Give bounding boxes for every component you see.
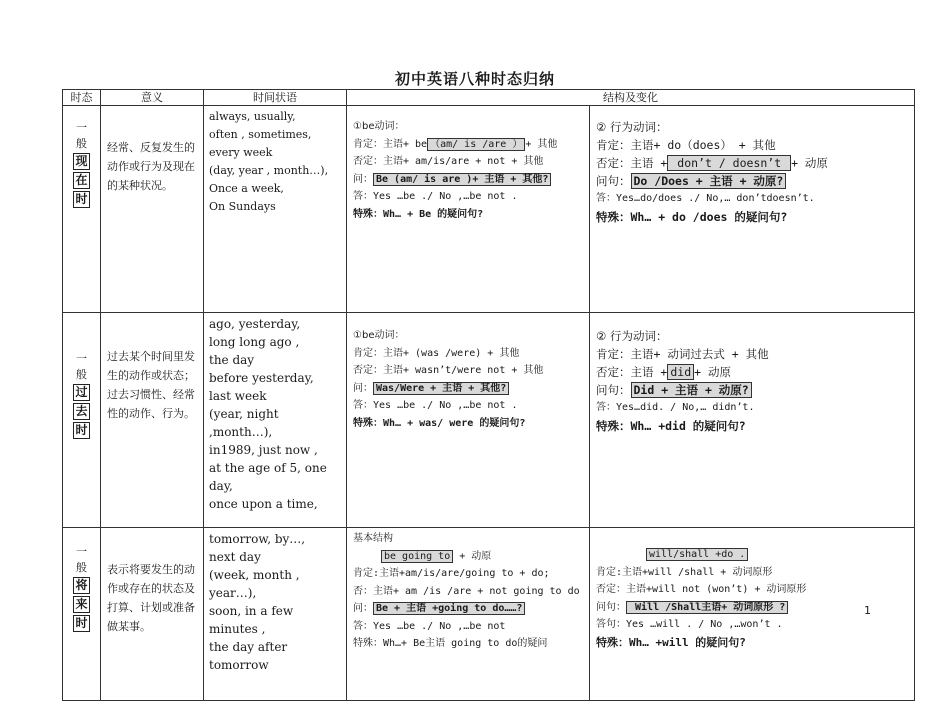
structure-line: 特殊：Wh…+ Be主语 going to do的疑问 <box>353 638 548 649</box>
time-line: always, usually, <box>209 110 296 123</box>
meaning-cell: 表示将要发生的动作或存在的状态及打算、计划或准备做某事。 <box>101 528 204 701</box>
highlight: Was/Were + 主语 + 其他? <box>373 382 509 395</box>
header-tense: 时态 <box>63 90 101 106</box>
time-line: once upon a time, <box>209 497 318 511</box>
time-line: (year, night ,month…), <box>209 407 279 439</box>
page-number: 1 <box>864 604 871 617</box>
structure-line <box>596 546 912 564</box>
structure-line <box>353 380 587 398</box>
structure-heading: 基本结构 <box>353 533 393 544</box>
time-line: long long ago , <box>209 335 300 349</box>
structure-line <box>353 548 587 566</box>
structure-line: 答：Yes …be ./ No ,…be not <box>353 620 506 632</box>
structure-heading: ①be动词： <box>353 121 405 132</box>
structure-line <box>353 600 587 618</box>
tense-char-boxed: 在 <box>75 173 88 187</box>
tense-char-boxed: 过 <box>75 385 88 399</box>
highlight: will/shall +do . <box>646 548 748 561</box>
time-line: (day, year , month…), <box>209 164 329 177</box>
structure-line <box>353 171 587 189</box>
structure-future-going-cell <box>347 528 590 701</box>
highlight: be going to <box>381 550 453 563</box>
highlight: Be + 主语 +going to do……? <box>373 602 525 615</box>
structure-line: 答：Yes…did. / No,… didn’t. <box>596 402 755 413</box>
structure-line: 答：Yes …be ./ No ,…be not . <box>353 400 518 411</box>
time-line: soon, in a few minutes , <box>209 604 294 636</box>
text: 问： <box>353 173 373 185</box>
text: 问句： <box>596 174 631 188</box>
time-line: at the age of 5, one day, <box>209 461 327 493</box>
time-cell <box>204 313 347 528</box>
structure-line: 肯定:主语+am/is/are/going to + do; <box>353 568 550 579</box>
structure-line: 肯定：主语+ 动词过去式 + 其他 <box>596 347 769 361</box>
tense-char: 般 <box>76 561 87 574</box>
text: 否定：主语 + <box>596 365 668 379</box>
time-cell <box>204 106 347 313</box>
time-cell <box>204 528 347 701</box>
text: 问句： <box>596 601 626 613</box>
highlight: Will /Shall主语+ 动词原形 ? <box>626 601 788 614</box>
structure-line: 否定：主语+ wasn’t/were not + 其他 <box>353 365 544 376</box>
structure-line: 答句：Yes …will . / No ,…won’t . <box>596 619 783 630</box>
highlight: did <box>667 364 694 380</box>
time-line: Once a week, <box>209 182 284 195</box>
structure-line: 肯定:主语+will /shall + 动词原形 <box>596 566 773 578</box>
time-line: every week <box>209 146 273 159</box>
time-line: tomorrow, by…, <box>209 532 306 546</box>
tense-char: 般 <box>76 368 87 381</box>
tense-char-boxed: 去 <box>75 404 88 418</box>
text: + 其他 <box>525 138 558 150</box>
time-line: last week <box>209 389 267 403</box>
header-structure: 结构及变化 <box>347 90 915 106</box>
structure-line: 特殊：Wh… + was/ were 的疑问句? <box>353 417 526 429</box>
text: + 动原 <box>694 365 731 379</box>
structure-line: 特殊：Wh… + Be 的疑问句? <box>353 208 484 220</box>
text: 问句： <box>596 383 631 397</box>
time-line: ago, yesterday, <box>209 317 301 331</box>
highlight: Do /Does + 主语 + 动原? <box>631 173 787 189</box>
time-line: often , sometimes, <box>209 128 312 141</box>
time-line: in1989, just now , <box>209 443 318 457</box>
meaning-cell: 过去某个时间里发生的动作或状态；过去习惯性、经常性的动作、行为。 <box>101 313 204 528</box>
tense-char: 般 <box>76 137 87 150</box>
structure-be-cell <box>347 106 590 313</box>
highlight: don’t / doesn’t <box>667 155 791 171</box>
table-row <box>63 106 915 313</box>
tense-char: 一 <box>76 352 87 365</box>
tense-char-boxed: 时 <box>75 192 88 206</box>
structure-heading: ①be动词： <box>353 330 405 341</box>
tense-char: 一 <box>76 121 87 134</box>
header-row <box>63 90 915 106</box>
structure-verb-cell <box>590 106 915 313</box>
tense-cell <box>63 528 101 701</box>
time-line: On Sundays <box>209 200 276 213</box>
tense-cell <box>63 313 101 528</box>
highlight: Did + 主语 + 动原? <box>631 382 752 398</box>
structure-line: 特殊：Wh… +did 的疑问句? <box>596 419 746 433</box>
structure-heading: ② 行为动词： <box>596 329 668 343</box>
structure-line: 肯定：主语+ (was /were) + 其他 <box>353 347 520 359</box>
structure-line <box>353 136 587 154</box>
tense-char-boxed: 来 <box>75 597 88 611</box>
highlight: Be (am/ is are )+ 主语 + 其他? <box>373 173 551 186</box>
structure-line: 否定：主语+will not (won’t) + 动词原形 <box>596 584 807 595</box>
text: 否定：主语 + <box>596 156 668 170</box>
highlight: （am/ is /are ） <box>427 138 525 151</box>
header-time: 时间状语 <box>204 90 347 106</box>
structure-line: 特殊：Wh… + do /does 的疑问句? <box>596 210 788 224</box>
tense-char-boxed: 时 <box>75 616 88 630</box>
structure-line <box>596 363 912 381</box>
time-line: (week, month , year…), <box>209 568 300 600</box>
tense-table <box>62 89 915 701</box>
time-line: next day <box>209 550 261 564</box>
time-line: the day <box>209 353 255 367</box>
structure-line <box>596 172 912 190</box>
structure-line: 答：Yes …be ./ No ,…be not . <box>353 191 518 202</box>
time-line: the day after tomorrow <box>209 640 288 672</box>
text: 问： <box>353 603 373 614</box>
structure-line: 答：Yes…do/does ./ No,… don’tdoesn’t. <box>596 193 815 204</box>
time-line: before yesterday, <box>209 371 314 385</box>
tense-char-boxed: 将 <box>75 578 88 592</box>
text: 问： <box>353 382 373 394</box>
structure-verb-cell <box>590 313 915 528</box>
structure-heading: ② 行为动词： <box>596 120 668 134</box>
structure-line <box>596 154 912 172</box>
structure-be-cell <box>347 313 590 528</box>
text: + 动原 <box>453 550 492 562</box>
structure-line: 否定：主语+ am/is/are + not + 其他 <box>353 156 544 167</box>
tense-cell <box>63 106 101 313</box>
meaning-cell: 经常、反复发生的动作或行为及现在的某种状况。 <box>101 106 204 313</box>
structure-line: 否：主语+ am /is /are + not going to do <box>353 585 580 597</box>
text: + 动原 <box>791 156 828 170</box>
structure-line: 特殊：Wh… +will 的疑问句? <box>596 635 746 649</box>
page-title: 初中英语八种时态归纳 <box>394 70 555 88</box>
tense-char-boxed: 现 <box>75 154 88 168</box>
header-meaning: 意义 <box>101 90 204 106</box>
tense-char-boxed: 时 <box>75 423 88 437</box>
table-row <box>63 313 915 528</box>
tense-char: 一 <box>76 545 87 558</box>
structure-line <box>596 381 912 399</box>
structure-line: 肯定：主语+ do（does） + 其他 <box>596 138 776 152</box>
text: 肯定：主语+ be <box>353 138 428 150</box>
table-row <box>63 528 915 701</box>
